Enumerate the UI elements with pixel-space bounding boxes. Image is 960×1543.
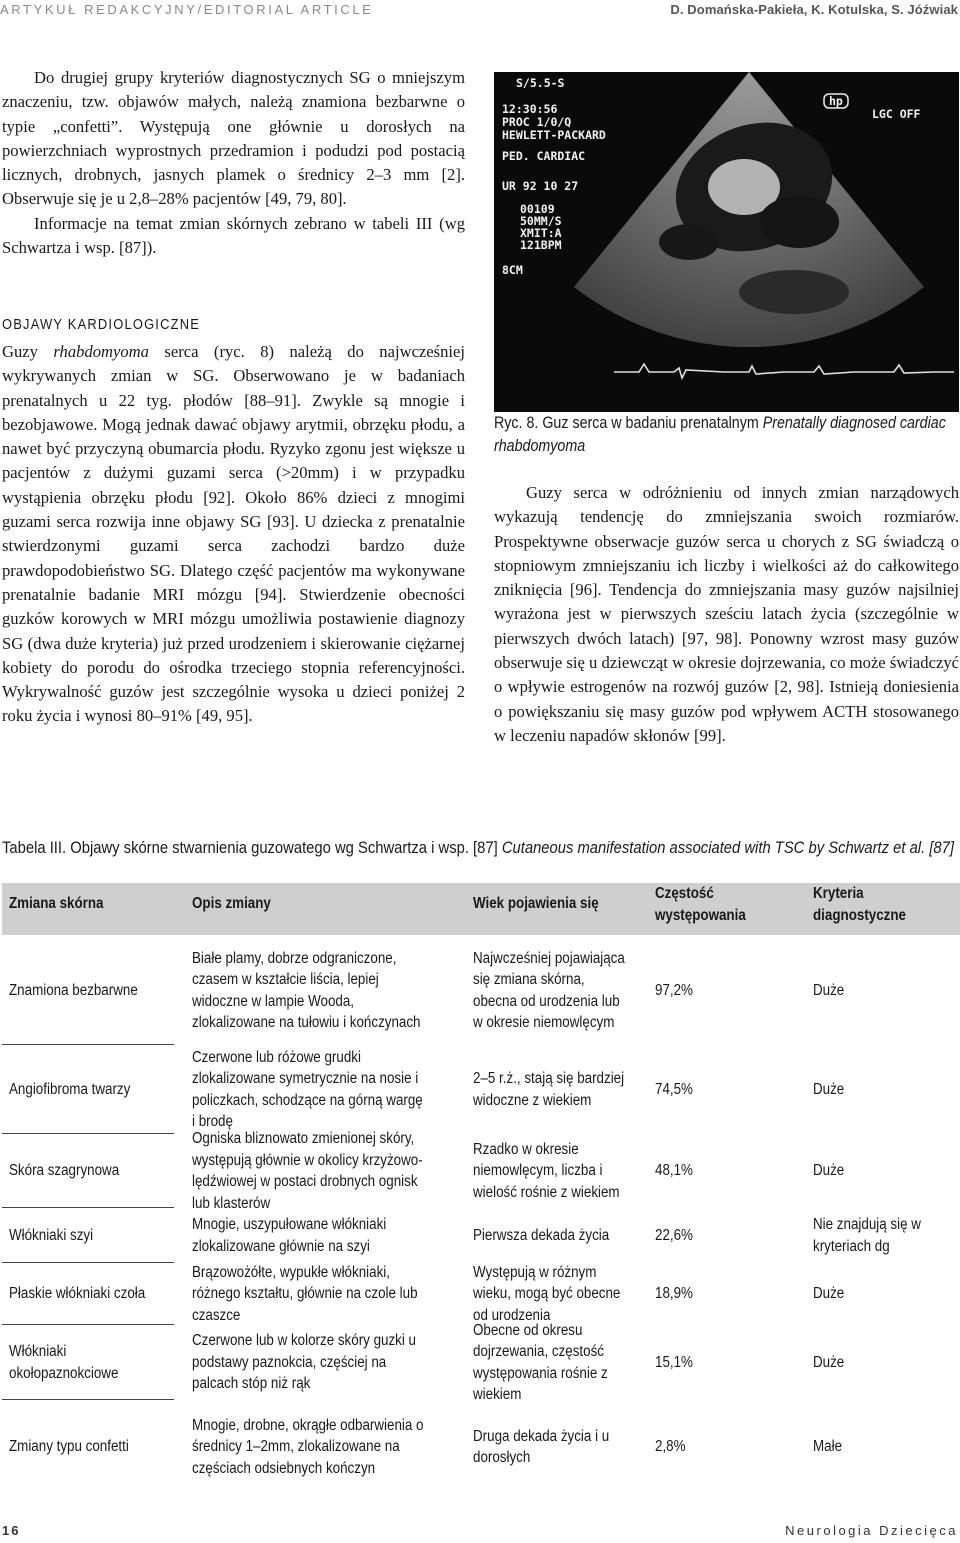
cell-onset-age: 2–5 r.ż., stają się bardziej widoczne z wiekiem <box>473 1070 625 1109</box>
table-caption: Tabela III. Objawy skórne stwarnienia guzowatego wg Schwartza i wsp. [87] Cutaneous manifestation associated with TSC by Schwartz et al. [87] <box>2 838 954 857</box>
header-onset-age: Wiek pojawienia się <box>473 895 599 912</box>
paragraph: Guzy serca w odróżnieniu od innych zmian narządowych wykazują tendencję do zmniejszania swoich rozmiarów. Prospektywne obserwacje guzów serca u chorych z SG świadczą o stopniowym zmniejszaniu ich liczby i wielkości aż do całkowitego zniknięcia [96]. Tendencja do zmniejszania masy guzów najsilniej wyrażona jest w pierwszych sześciu latach życia (szczególnie w pierwszych dwóch latach) [97, 98]. Ponowny wzrost masy guzów obserwuje się u dziewcząt w okresie dojrzewania, co może świadczyć o wpływie estrogenów na rozwój guzów [2, 98]. Istnieją doniesienia o powiększaniu się masy guzów pod wpływem ACTH stosowanego w leczeniu napadów skłonów [99]. <box>494 483 959 745</box>
header-criteria: Kryteria diagnostyczne <box>813 885 907 924</box>
cell-frequency: 2,8% <box>655 1438 686 1456</box>
cell-criteria: Nie znajdują się w kryteriach dg <box>813 1216 921 1255</box>
cell-skin-change: Angiofibroma twarzy <box>9 1080 131 1098</box>
cell-frequency: 15,1% <box>655 1353 693 1371</box>
running-header-section: ARTYKUŁ REDAKCYJNY/EDITORIAL ARTICLE <box>0 2 374 17</box>
cell-description: Mnogie, drobne, okrągłe odbarwienia o średnicy 1–2mm, zlokalizowane na częściach odsiebnych kończyn <box>192 1416 424 1477</box>
cell-skin-change: Znamiona bezbarwne <box>9 981 138 999</box>
cell-criteria: Małe <box>813 1438 843 1456</box>
cell-description: Czerwone lub różowe grudki zlokalizowane symetrycznie na nosie i policzkach, schodzące na górną wargę i brodę <box>192 1048 423 1130</box>
cell-onset-age: Obecne od okresu dojrzewania, częstość występowania rośnie z wiekiem <box>473 1321 608 1403</box>
echo-overlay-text: 50MM/S <box>520 214 562 228</box>
cell-description: Brązowożółte, wypukłe włókniaki, różnego kształtu, głównie na czole lub czaszce <box>192 1263 418 1324</box>
cell-skin-change: Zmiany typu confetti <box>9 1438 129 1456</box>
echo-overlay-text: UR 92 10 27 <box>502 179 579 193</box>
cell-criteria: Duże <box>813 1162 845 1180</box>
hp-logo: hp <box>829 94 843 108</box>
cell-onset-age: Rzadko w okresie niemowlęcym, liczba i wielość rośnie z wiekiem <box>473 1140 620 1201</box>
cell-frequency: 48,1% <box>655 1162 693 1180</box>
echo-overlay-text: 121BPM <box>520 238 562 252</box>
cell-skin-change: Włókniaki szyi <box>9 1226 94 1244</box>
cell-criteria: Duże <box>813 1353 845 1371</box>
body-text-left-bottom <box>2 340 465 729</box>
echo-overlay-text: HEWLETT-PACKARD <box>502 128 606 142</box>
cell-description: Ogniska bliznowato zmienionej skóry, występują głównie w okolicy krzyżowo-lędźwiowej w postaci drobnych ognisk lub klasterów <box>192 1130 423 1212</box>
svg-text:LGC OFF: LGC OFF <box>872 107 921 121</box>
cell-skin-change: Skóra szagrynowa <box>9 1162 120 1180</box>
cell-description: Mnogie, uszypułowane włókniaki zlokalizowane głównie na szyi <box>192 1216 387 1255</box>
cell-onset-age: Występują w różnym wieku, mogą być obecne od urodzenia <box>473 1263 621 1324</box>
paragraph: Guzy rhabdomyoma serca (ryc. 8) należą do najwcześniej wykrywanych zmian w SG. Obserwowano je w badaniach prenatalnych u 22 tyg. płodów [88–91]. Zwykle są mnogie i bezobjawowe. Mogą jednak dawać objawy arytmii, obrzęku płodu, a nawet być przyczyną obumarcia płodu. Ryzyko zgonu jest większe u pacjentów z dużymi guzami serca (>20mm) i w przypadku wystąpienia obrzęku płodu [92]. Około 86% dzieci z mnogimi guzami serca rozwija inne objawy SG [93]. U dziecka z prenatalnie stwierdzonymi guzami serca zachodzi bardzo duże prawdopodobieństwo SG. Dlatego część pacjentów ma wykonywane prenatalnie badanie MRI mózgu [94]. Stwierdzenie obecności guzków korowych w MRI mózgu umożliwia postawienie diagnozy SG (dwa duże kryteria) już przed urodzeniem i skierowanie ciężarnej kobiety do porodu do ośrodka trzeciego stopnia referencyjności. Wykrywalność guzów jest szczególnie wysoka u dzieci poniżej 2 roku życia i wynosi 80–91% [49, 95]. <box>2 342 466 726</box>
cell-frequency: 74,5% <box>655 1080 693 1098</box>
echocardiogram-image <box>494 72 959 412</box>
echo-overlay-text: 12:30:56 <box>502 102 558 116</box>
cell-onset-age: Druga dekada życia i u dorosłych <box>473 1427 610 1466</box>
echo-overlay-text: 8CM <box>502 263 523 277</box>
cell-frequency: 18,9% <box>655 1285 693 1303</box>
running-header-authors: D. Domańska-Pakieła, K. Kotulska, S. Jóźwiak <box>670 2 958 17</box>
header-frequency: Częstość występowania <box>655 885 746 924</box>
header-description: Opis zmiany <box>192 895 271 912</box>
cell-description: Białe plamy, dobrze odgraniczone, czasem w kształcie liścia, lepiej widoczne w lampie Wooda, zlokalizowane na tułowiu i kończynach <box>192 949 421 1031</box>
cell-onset-age: Najwcześniej pojawiająca się zmiana skórna, obecna od urodzenia lub w okresie niemowlęcym <box>473 949 625 1031</box>
cell-onset-age: Pierwsza dekada życia <box>473 1226 610 1244</box>
cell-skin-change: Płaskie włókniaki czoła <box>9 1285 146 1303</box>
cell-skin-change: Włókniaki okołopaznokciowe <box>9 1343 119 1382</box>
echo-overlay-text: PROC 1/0/Q <box>502 115 572 129</box>
paragraph: Do drugiej grupy kryteriów diagnostycznych SG o mniejszym znaczeniu, tzw. objawów małych, należą znamiona bezbarwne o typie „confetti”. Występują one głównie u dorosłych na powierzchniach wyprostnych przedramion i podudzi pod postacią licznych, drobnych, jasnych plamek o średnicy 2–3 mm [2]. Obserwuje się je u 2,8–28% pacjentów [49, 79, 80]. <box>2 68 465 209</box>
cell-criteria: Duże <box>813 1080 845 1098</box>
cell-criteria: Duże <box>813 1285 845 1303</box>
echo-overlay-text: 00109 <box>520 202 555 216</box>
cell-description: Czerwone lub w kolorze skóry guzki u podstawy paznokcia, częściej na palcach stóp niż rąk <box>192 1332 417 1393</box>
section-heading: OBJAWY KARDIOLOGICZNE <box>2 316 201 333</box>
paragraph: Informacje na temat zmian skórnych zebrano w tabeli III (wg Schwartza i wsp. [87]). <box>2 213 465 258</box>
italic-term: rhabdomyoma <box>53 342 149 361</box>
echo-overlay-text: XMIT:A <box>520 226 562 240</box>
echo-overlay-text: S/5.5-S <box>516 76 565 90</box>
figure-caption: Ryc. 8. Guz serca w badaniu prenatalnym Prenatally diagnosed cardiac rhabdomyoma <box>494 414 946 455</box>
journal-name: Neurologia Dziecięca <box>785 1523 958 1538</box>
cell-frequency: 22,6% <box>655 1226 693 1244</box>
body-text-left-top <box>2 66 465 260</box>
echo-overlay-text: PED. CARDIAC <box>502 149 586 163</box>
body-text-right <box>494 481 959 748</box>
cell-frequency: 97,2% <box>655 981 693 999</box>
header-skin-change: Zmiana skórna <box>9 895 104 912</box>
cell-criteria: Duże <box>813 981 845 999</box>
page-number: 16 <box>2 1523 21 1538</box>
